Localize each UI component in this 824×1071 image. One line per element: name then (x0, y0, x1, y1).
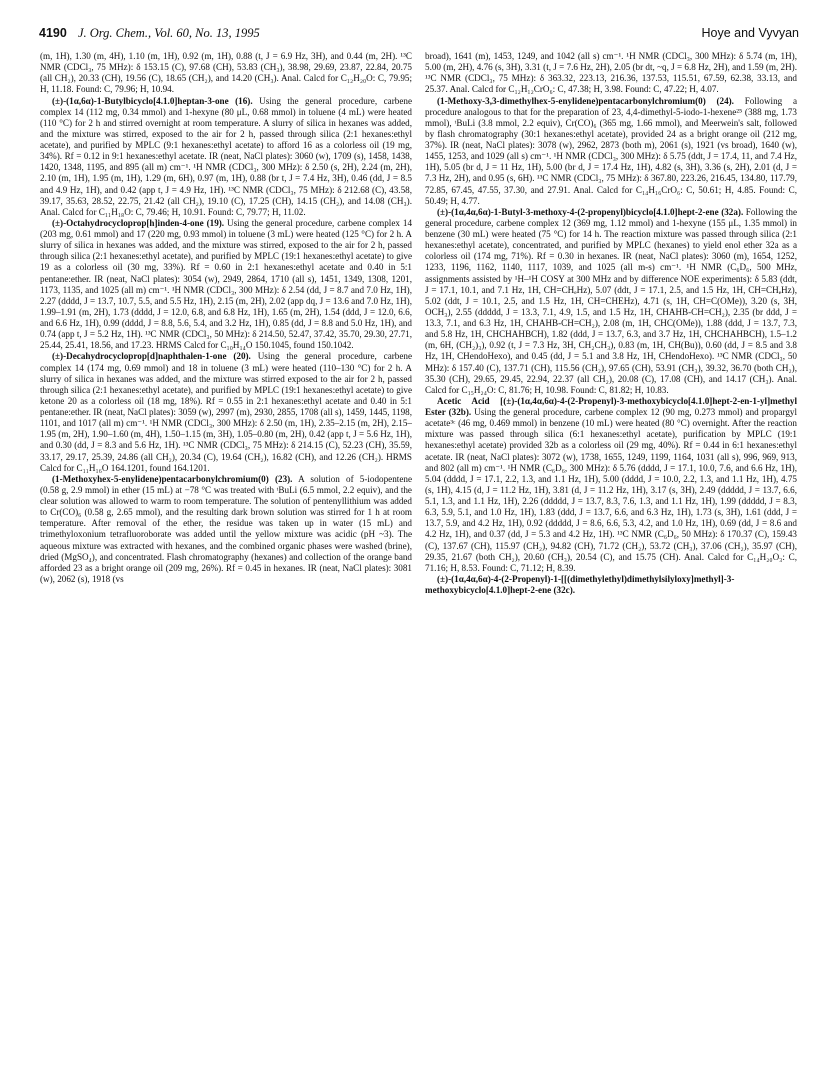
header-left (39, 26, 260, 41)
paragraph-body: Using the general procedure, carbene complex 14 (112 mg, 0.34 mmol) and 1-hexyne (80 μL, 0.68 mmol) in toluene (4 mL) were heated (110 °C) for 2 h and stirred overnight at room temperature. A slurry of silica in hexanes was added, and the mixture was stirred, exposed to the air for 2 h, passed through silica (2:1 hexanes:ethyl acetate), and purified by MPLC (9:1 hexanes:ethyl acetate) to afford 16 as a colorless oil (19 mg, 34%). Rf = 0.12 in 9:1 hexanes:ethyl acetate. IR (neat, NaCl plates): 3060 (w), 1709 (s), 1458, 1438, 1420, 1348, 1195, and 895 (all m) cm⁻¹. ¹H NMR (CDCl₃, 300 MHz): δ 2.50 (s, 2H), 2.24 (m, 2H), 2.10 (m, 1H), 1.95 (m, 1H), 1.29 (m, 6H), 0.97 (m, 1H), 0.88 (br t, J = 7.4 Hz, 3H), 0.46 (dd, J = 8.5 and 4.9 Hz, 1H), and 0.42 (app t, J = 4.9 Hz, 1H). ¹³C NMR (CDCl₃, 75 MHz): δ 212.68 (C), 43.58, 39.17, 35.63, 28.52, 22.75, 21.42 (all CH₂), 19.10 (C), 17.25 (CH), 14.15 (CH₂), and 14.08 (CH₃). Anal. Calcd for C₁₁H₁₈O: C, 79.46; H, 10.91. Found: C, 79.77; H, 11.02. (40, 95, 412, 217)
paragraph (425, 207, 797, 396)
paragraph (40, 51, 412, 96)
paragraph-body: Using the general procedure, carbene complex 14 (203 mg, 0.61 mmol) and 17 (220 mg, 0.93 mmol) in toluene (3 mL) were heated (125 °C) for 2 h. A slurry of silica in hexanes was added, and the mixture was stirred, exposed to the air for 2 h, passed through silica (2:1 hexanes:ethyl acetate), and purified by MPLC (19:1 hexanes:ethyl acetate) to give 19 as a colorless oil (30 mg, 33%). Rf = 0.60 in 2:1 hexanes:ethyl acetate and 0.40 in 5:1 pentane:ether. IR (neat, NaCl plates): 3054 (w), 2949, 2864, 1710 (all s), 1451, 1349, 1308, 1201, 1173, 1135, and 1025 (all m) cm⁻¹. ¹H NMR (CDCl₃, 300 MHz): δ 2.54 (dd, J = 8.7 and 7.0 Hz, 1H), 2.27 (dddd, J = 13.7, 10.7, 5.5, and 5.5 Hz, 1H), 2.15 (m, 2H), 2.02 (app dq, J = 13.6 and 7.0 Hz, 1H), 1.99–1.91 (m, 2H), 1.73 (dddd, J = 12.0, 6.8, and 6.8 Hz, 1H), 1.65 (m, 2H), 1.54 (ddd, J = 12.0, 6.6, and 6.6 Hz, 1H), 0.99 (dddd, J = 8.8, 5.6, 5.4, and 3.2 Hz, 1H), 0.85 (dd, J = 8.8 and 5.0 Hz, 1H), and 0.74 (app t, J = 5.2 Hz, 1H). ¹³C NMR (CDCl₃, 50 MHz): δ 214.50, 52.47, 37.42, 35.70, 29.30, 27.71, 25.44, 25.41, 18.56, and 17.23. HRMS Calcd for C₁₀H₁₄O 150.1045, found 150.1042. (40, 217, 413, 351)
paragraph-title: Acetic Acid [(±)-(1α,4α,6α)-4-(2-Propenyl)-3-methoxybicyclo[4.1.0]hept-2-en-1-yl]methyl Ester (32b). (425, 395, 797, 417)
page-header (39, 26, 799, 44)
paragraph-body: (m, 1H), 1.30 (m, 4H), 1.10 (m, 1H), 0.92 (m, 1H), 0.88 (t, J = 6.9 Hz, 3H), and 0.44 (m, 2H). ¹³C NMR (CDCl₃, 75 MHz): δ 153.15 (C), 97.68 (CH), 53.83 (CH₃), 38.98, 29.69, 23.87, 22.84, 20.75 (all CH₂), 20.33 (CH), 19.56 (C), 18.65 (CH₂), and 14.20 (CH₃). Anal. Calcd for C₁₂H₂₀O: C, 79.95; H, 11.18. Found: C, 79.96; H, 10.94. (40, 51, 412, 95)
paragraph-title: (±)-(1α,4α,6α)-1-Butyl-3-methoxy-4-(2-propenyl)bicyclo[4.1.0]hept-2-ene (32a). (437, 206, 744, 217)
running-authors: Hoye and Vyvyan (701, 26, 799, 40)
paragraph-body: Using the general procedure, carbene complex 12 (90 mg, 0.273 mmol) and propargyl acetate³ᶜ (46 mg, 0.469 mmol) in benzene (10 mL) were heated (80 °C) overnight. After the reaction mixture was passed through silica (6:1 hexanes:ethyl acetate), purification by MPLC (19:1 hexanes:ethyl acetate) provided 32b as a colorless oil (29 mg, 40%). Rf = 0.44 in 6:1 hexanes:ethyl acetate. IR (neat, NaCl plates): 3072 (w), 1738, 1655, 1249, 1199, 1164, 1031 (all s), 996, 969, 913, and 802 (all m) cm⁻¹. ¹H NMR (C₆D₆, 300 MHz): δ 5.76 (dddd, J = 17.1, 10.0, 7.6, and 6.6 Hz, 1H), 5.04 (dddd, J = 17.1, 2.2, 1.3, and 1.1 Hz, 1H), 5.00 (dddd, J = 10.0, 2.2, 1.3, and 1.1 Hz, 1H), 4.75 (s, 1H), 4.15 (d, J = 11.2 Hz, 1H), 3.81 (d, J = 11.2 Hz, 1H), 3.17 (s, 3H), 2.49 (ddddd, J = 13.7, 6.6, 5.1, 1.3, and 1.1 Hz, 1H), 2.26 (ddddd, J = 13.7, 8.3, 7.6, 1.3, and 1.1 Hz, 1H), 1.99 (ddddd, J = 8.3, 6.3, 5.9, 5.1, and 1.0 Hz, 1H), 1.83 (ddd, J = 13.7, 6.6, and 6.3 Hz, 1H), 1.73 (s, 3H), 1.61 (ddd, J = 13.7, 5.9, and 4.2 Hz, 1H), 0.92 (ddddd, J = 8.6, 6.6, 5.3, 4.2, and 1.0 Hz, 1H), 0.69 (dd, J = 8.6 and 4.2 Hz, 1H), and 0.37 (dd, J = 5.3 and 4.2 Hz, 1H). ¹³C NMR (C₆D₆, 50 MHz): δ 170.37 (C), 159.43 (C), 137.67 (CH), 115.97 (CH₂), 94.82 (CH), 71.72 (CH₂), 53.72 (CH₃), 37.06 (CH₂), 35.97 (CH), 29.35, 21.67 (both CH₂), 20.60 (CH₃), 20.54 (C), and 15.75 (CH). Anal. Calcd for C₁₄H₂₀O₃: C, 71.16; H, 8.53. Found: C, 71.12; H, 8.39. (425, 407, 798, 573)
paragraph (425, 51, 797, 96)
paragraph-title: (1-Methoxyhex-5-enylidene)pentacarbonylchromium(0) (23). (52, 473, 293, 484)
paragraph-title: (±)-(1α,6α)-1-Butylbicyclo[4.1.0]heptan-3-one (16). (52, 95, 253, 106)
journal-citation: J. Org. Chem., Vol. 60, No. 13, 1995 (77, 26, 260, 40)
paragraph (40, 218, 412, 352)
paragraph-body: Using the general procedure, carbene complex 14 (174 mg, 0.69 mmol) and 18 in toluene (3 mL) were heated (110–130 °C) for 2 h. A slurry of silica in hexanes was added, and the mixture was stirred exposed to the air for 2 h, passed through silica (2:1 hexanes:ethyl acetate), and purified by MPLC (19:1 hexanes:ethyl acetate) to give ketone 20 as a colorless oil (18 mg, 18%). Rf = 0.55 in 2:1 hexanes:ethyl acetate and 0.40 in 5:1 pentane:ether. IR (neat, NaCl plates): 3059 (w), 2997 (m), 2930, 2855, 1708 (all s), 1459, 1445, 1198, 1101, and 1017 (all m) cm⁻¹. ¹H NMR (CDCl₃, 300 MHz): δ 2.50 (m, 1H), 2.35–2.15 (m, 2H), 2.15–1.95 (m, 2H), 1.90–1.60 (m, 4H), 1.50–1.15 (m, 3H), 1.05–0.80 (m, 2H), 0.42 (app t, J = 5.6 Hz, 1H), and 0.30 (dd, J = 8.3 and 5.6 Hz, 1H). ¹³C NMR (CDCl₃, 75 MHz): δ 214.15 (C), 52.23 (CH), 35.59, 33.17, 29.17, 25.39, 24.86 (all CH₂), 20.34 (C), 19.64 (CH₂), 16.82 (CH), and 12.26 (CH₂). HRMS Calcd for C₁₁H₁₆O 164.1201, found 164.1201. (40, 351, 413, 473)
paragraph (40, 351, 412, 473)
paragraph-title: (±)-Decahydrocycloprop[d]naphthalen-1-one (20). (52, 351, 251, 362)
paragraph (40, 96, 412, 218)
paragraph (425, 396, 797, 574)
paragraph (425, 574, 797, 596)
paragraph-body: Following a procedure analogous to that for the preparation of 23, 4,4-dimethyl-5-iodo-1-hexene²⁵ (388 mg, 1.73 mmol), ᵗBuLi (3.8 mmol, 2.2 equiv), Cr(CO)₆ (365 mg, 1.66 mmol), and Meerwein's salt, followed by flash chromatography (30:1 hexanes:ethyl acetate), provided 24 as a bright orange oil (212 mg, 37%). IR (neat, NaCl plates): 3078 (w), 2962, 2873 (both m), 2061 (s), 1921 (vs broad), 1640 (w), 1455, 1253, and 1029 (all s) cm⁻¹. ¹H NMR (CDCl₃, 300 MHz): δ 5.75 (ddt, J = 17.4, 11, and 7.4 Hz, 1H), 5.05 (br d, J = 11 Hz, 1H), 5.00 (br d, J = 17.4 Hz, 1H), 4.82 (s, 3H), 3.36 (s, 2H), 2.01 (d, J = 7.3 Hz, 2H), and 0.95 (s, 6H). ¹³C NMR (CDCl₃, 75 MHz): δ 367.80, 223.26, 216.45, 134.80, 117.79, 72.85, 67.45, 47.55, 37.30, and 27.91. Anal. Calcd for C₁₄H₁₆CrO₆: C, 50.61; H, 4.85. Found: C, 50.49; H, 4.77. (425, 95, 797, 206)
left-column (40, 51, 412, 585)
right-column (425, 51, 797, 596)
paragraph-body: A solution of 5-iodopentene (0.58 g, 2.9 mmol) in ether (15 mL) at −78 °C was treated with ᵗBuLi (6.5 mmol, 2.2 equiv), and the clear solution was allowed to warm to room temperature. The solution of pentenyllithium was added to Cr(CO)₆ (0.58 g, 2.65 mmol), and the resulting dark brown solution was stirred for 1 h at room temperature. After removal of the ether, the residue was taken up in water (15 mL) and trimethyloxonium tetrafluoroborate was added until the yellow mixture was acidic (pH ~3). The aqueous mixture was extracted with hexanes, and the combined organic phases were washed (brine), dried (MgSO₄), and concentrated. Flash chromatography (hexanes) and collection of the orange band afforded 23 as a bright orange oil (209 mg, 26%). Rf = 0.45 in hexanes. IR (neat, NaCl plates): 3081 (w), 2062 (s), 1918 (vs (40, 473, 412, 584)
paragraph-title: (±)-Octahydrocycloprop[h]inden-4-one (19). (52, 217, 225, 228)
page-number: 4190 (39, 26, 67, 40)
paragraph-title: (±)-(1α,4α,6α)-4-(2-Propenyl)-1-[[(dimethylethyl)dimethylsilyloxy]methyl]-3-methoxybicyclo[4.1.0]hept-2-ene (32c). (425, 573, 735, 595)
paragraph (40, 474, 412, 585)
paragraph-title: (1-Methoxy-3,3-dimethylhex-5-enylidene)pentacarbonylchromium(0) (24). (437, 95, 734, 106)
paragraph (425, 96, 797, 207)
paragraph-body: Following the general procedure, carbene complex 12 (369 mg, 1.12 mmol) and 1-hexyne (155 μL, 1.35 mmol) in benzene (30 mL) were heated (75 °C) for 14 h. The reaction mixture was passed through silica (2:1 hexanes:ethyl acetate), concentrated, and purified by MPLC (hexanes) to yield enol ether 32a as a colorless oil (174 mg, 71%). Rf = 0.30 in hexanes. IR (neat, NaCl plates): 3060 (m), 1654, 1252, 1233, 1196, 1162, 1140, 1117, 1039, and 1025 (all m-s) cm⁻¹. ¹H NMR (C₆D₆, 500 MHz, assignments assisted by ¹H–¹H COSY at 300 MHz and by difference NOE experiments): δ 5.83 (ddt, J = 17.1, 10.1, and 7.1 Hz, 1H, CH=CHₑHz), 5.07 (ddt, J = 17.1, 2.5, and 1.5 Hz, 1H, CH=CHₑHz), 5.02 (ddt, J = 10.1, 2.5, and 1.5 Hz, 1H, CH=CHEHz), 4.71 (s, 1H, CH=C(OMe)), 3.20 (s, 3H, OCH₃), 2.55 (ddddd, J = 13.3, 7.1, 4.9, 1.5, and 1.5 Hz, 1H, CHAHB-CH=CH₂), 2.35 (br ddd, J = 13.3, 7.1, and 6.3 Hz, 1H, CHAHB-CH=CH₂), 2.08 (m, 1H, CHC(OMe)), 1.88 (ddd, J = 13.7, 7.3, and 5.8 Hz, 1H, CHCHAHBCH), 1.82 (ddd, J = 13.7, 6.3, and 3.7 Hz, 1H, CHCHAHBCH), 1.5–1.2 (m, 6H, (CH₂)₃), 0.92 (t, J = 7.3 Hz, 3H, CH₂CH₃), 0.83 (m, 1H, CH(Bu)), 0.60 (dd, J = 8.5 and 3.8 Hz, 1H, CHendoHexo), and 0.45 (dd, J = 5.1 and 3.8 Hz, 1H, CHendoHexo). ¹³C NMR (CDCl₃, 50 MHz): δ 157.40 (C), 137.71 (CH), 115.56 (CH₂), 97.65 (CH), 53.91 (CH₃), 39.32, 36.70 (both CH₂), 35.30 (CH), 29.65, 29.45, 22.94, 22.37 (all CH₂), 20.08 (C), 17.08 (CH), and 14.17 (CH₃). Anal. Calcd for C₁₅H₂₄O: C, 81.76; H, 10.98. Found: C, 81.82; H, 10.83. (425, 206, 798, 395)
paragraph-body: broad), 1641 (m), 1453, 1249, and 1042 (all s) cm⁻¹. ¹H NMR (CDCl₃, 300 MHz): δ 5.74 (m, 1H), 5.00 (m, 2H), 4.76 (s, 3H), 3.31 (t, J = 7.6 Hz, 2H), 2.05 (br dt, ~q, J = 6.8 Hz, 2H), and 1.59 (m, 2H). ¹³C NMR (CDCl₃, 75 MHz): δ 363.32, 223.13, 216.36, 137.53, 115.51, 67.59, 62.38, 33.13, and 25.37. Anal. Calcd for C₁₂H₁₂CrO₆: C, 47.38; H, 3.98. Found: C, 47.22; H, 4.07. (425, 51, 797, 95)
